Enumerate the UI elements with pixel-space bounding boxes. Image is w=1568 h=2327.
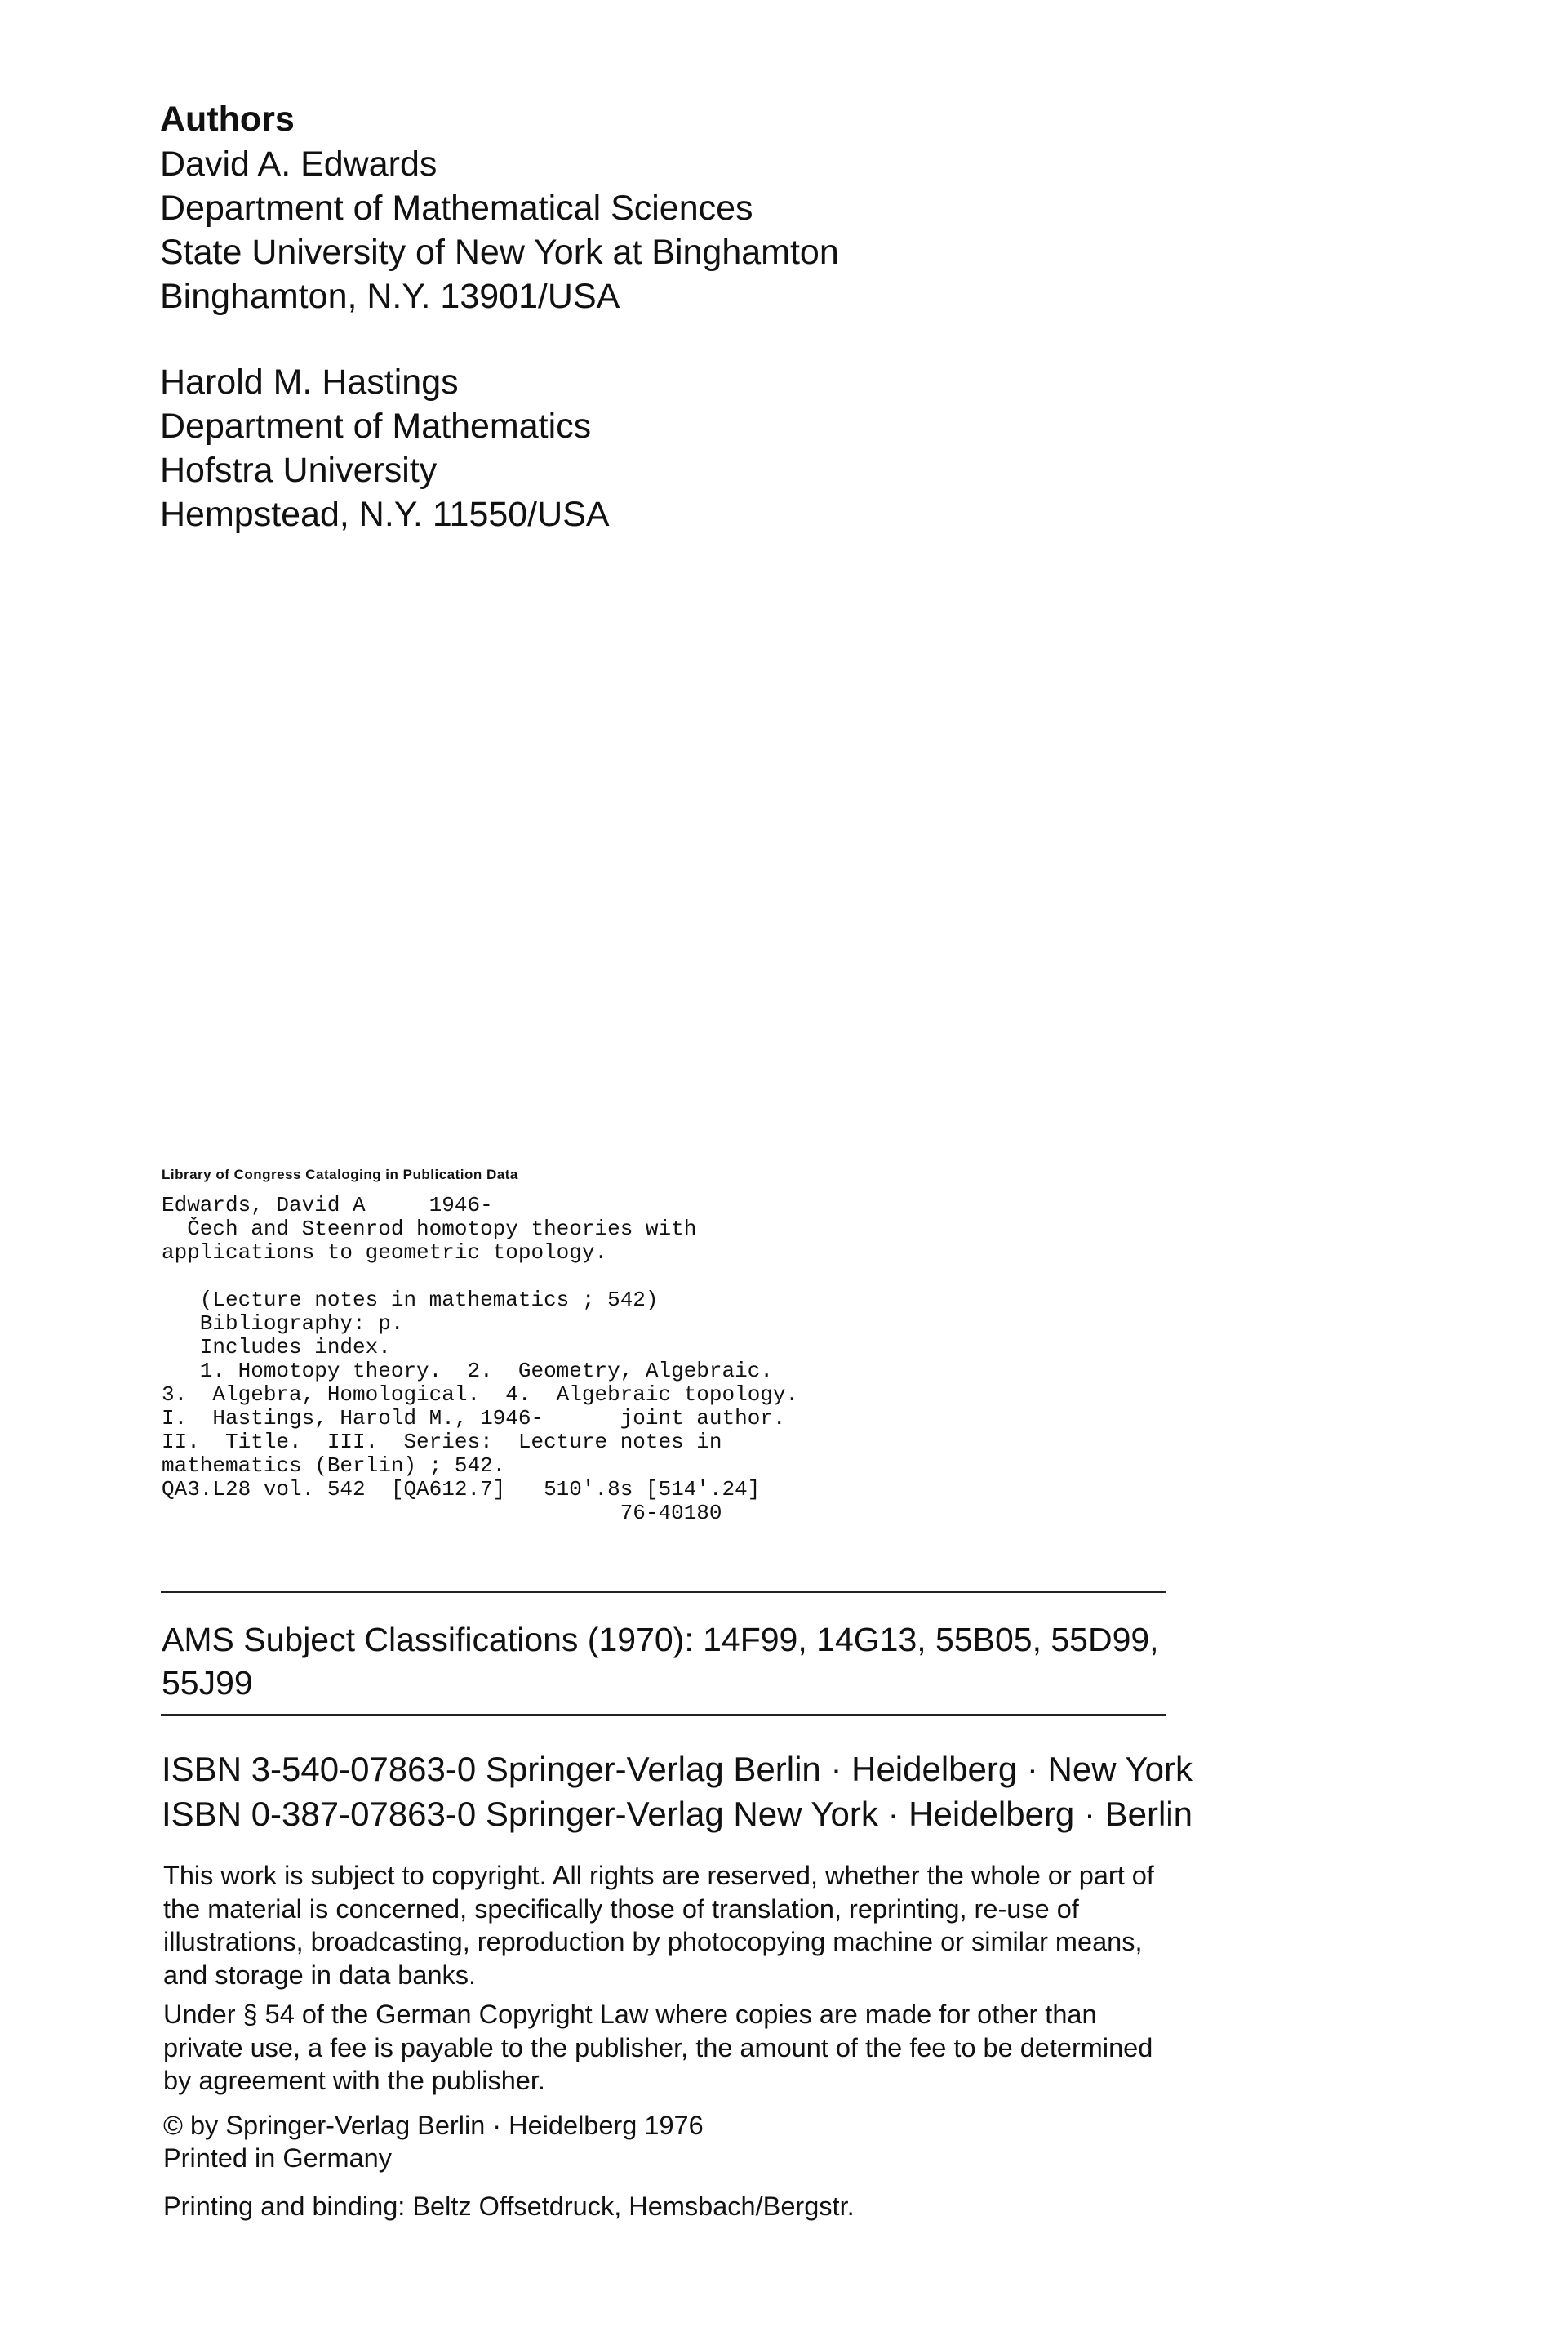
isbn-section: [162, 1746, 1193, 1836]
cip-line: I. Hastings, Harold M., 1946- joint author.: [162, 1406, 786, 1430]
legal-section: [163, 1859, 1175, 2222]
printing-binding: Printing and binding: Beltz Offsetdruck, Hemsbach/Bergstr.: [163, 2191, 855, 2221]
cip-line: 1. Homotopy theory. 2. Geometry, Algebraic.: [162, 1359, 773, 1383]
copyright-notice: This work is subject to copyright. All rights are reserved, whether the whole or part of the material is concerned, specifically those of translation, reprinting, re-use of illustrations, broadcasting, reproduction by photocopying machine or similar means, and storage in data banks.: [163, 1861, 1154, 1990]
authors-section: [160, 96, 839, 536]
cip-line: Edwards, David A 1946-: [162, 1193, 493, 1217]
isbn-line: ISBN 0-387-07863-0 Springer-Verlag New York · Heidelberg · Berlin: [162, 1795, 1193, 1833]
author-department: Department of Mathematical Sciences: [160, 189, 753, 228]
ams-classifications: AMS Subject Classifications (1970): 14F99, 14G13, 55B05, 55D99, 55J99: [162, 1621, 1159, 1702]
author-university: Hofstra University: [160, 451, 438, 490]
cip-line: (Lecture notes in mathematics ; 542): [162, 1288, 659, 1312]
author-block-hastings: [160, 360, 839, 536]
copyright-line: © by Springer-Verlag Berlin · Heidelberg 1976: [163, 2110, 704, 2140]
cip-line: Čech and Steenrod homotopy theories with: [162, 1217, 697, 1241]
cip-line: applications to geometric topology.: [162, 1240, 608, 1265]
cip-line: Bibliography: p.: [162, 1311, 404, 1336]
isbn-line: ISBN 3-540-07863-0 Springer-Verlag Berlin · Heidelberg · New York: [162, 1750, 1193, 1788]
author-address: Hempstead, N.Y. 11550/USA: [160, 495, 610, 534]
printed-in: Printed in Germany: [163, 2143, 392, 2173]
divider-rule-top: [161, 1591, 1166, 1593]
author-name: Harold M. Hastings: [160, 363, 459, 402]
cip-line: 76-40180: [162, 1501, 722, 1525]
cip-line: Includes index.: [162, 1335, 391, 1359]
cip-line: [162, 1265, 798, 1288]
authors-heading: Authors: [160, 100, 295, 139]
cip-line: mathematics (Berlin) ; 542.: [162, 1453, 506, 1478]
cataloging-in-publication: [162, 1163, 798, 1525]
author-address: Binghamton, N.Y. 13901/USA: [160, 277, 620, 316]
author-block-edwards: [160, 142, 839, 318]
cip-line: II. Title. III. Series: Lecture notes in: [162, 1430, 722, 1454]
german-copyright-law: Under § 54 of the German Copyright Law where copies are made for other than private use, a fee is payable to the publisher, the amount of the fee to be determined by agreement with the publisher.: [163, 2000, 1153, 2095]
cip-line: QA3.L28 vol. 542 [QA612.7] 510'.8s [514'.24]: [162, 1477, 761, 1502]
cip-heading: Library of Congress Cataloging in Publication Data: [162, 1167, 518, 1182]
author-name: David A. Edwards: [160, 145, 438, 184]
cip-line: 3. Algebra, Homological. 4. Algebraic topology.: [162, 1382, 799, 1407]
author-department: Department of Mathematics: [160, 407, 592, 446]
divider-rule-bottom: [161, 1714, 1166, 1716]
author-university: State University of New York at Binghamton: [160, 233, 839, 272]
